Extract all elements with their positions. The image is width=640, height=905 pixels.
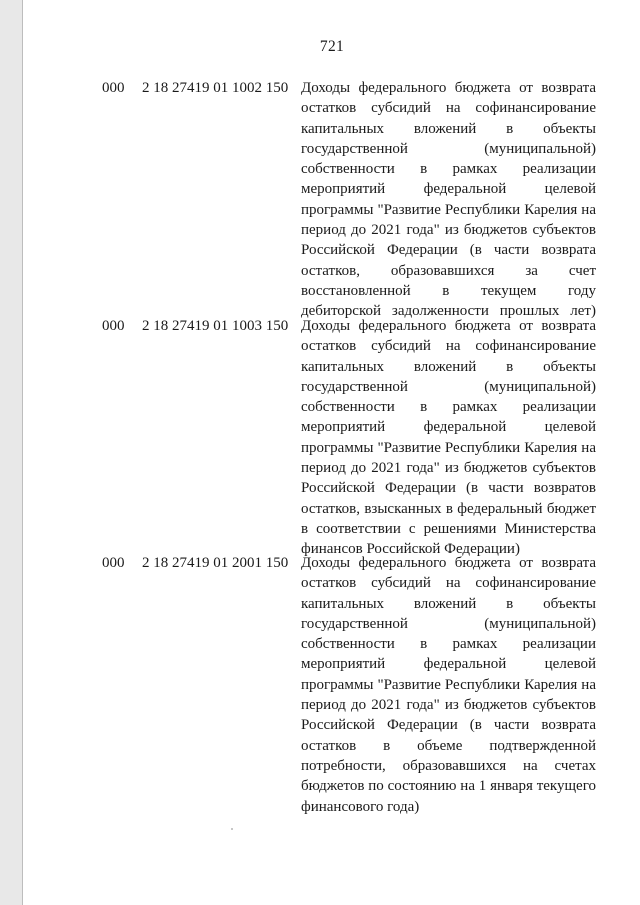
income-classification-code: 2 18 27419 01 2001 150 (142, 555, 289, 571)
description-line: остатков субсидий на софинансирование (301, 338, 596, 355)
description-line: собственности в рамках реализации (301, 161, 596, 178)
document-page (22, 0, 640, 905)
description-line: программы "Развитие Республики Карелия на (301, 201, 596, 218)
description-line: государственной (муниципальной) (301, 140, 596, 157)
description-line: капитальных вложений в объекты (301, 120, 596, 137)
description-line: Доходы федерального бюджета от возврата (301, 80, 596, 96)
description-line: в соответствии с решениями Министерства (301, 520, 596, 537)
description-line: дебиторской задолженности прошлых лет) (301, 303, 596, 320)
page-number: 721 (319, 38, 345, 55)
description-line: восстановленной в текущем году (301, 282, 596, 299)
income-classification-code: 2 18 27419 01 1003 150 (142, 318, 289, 334)
description-line: Российской Федерации (в части возврата (301, 242, 596, 259)
description-line: собственности в рамках реализации (301, 399, 596, 416)
income-classification-code: 2 18 27419 01 1002 150 (142, 80, 289, 96)
description-line: период до 2021 года" из бюджетов субъектов (301, 460, 596, 477)
description-line: финансов Российской Федерации) (301, 541, 520, 558)
description-line: остатков, образовавшихся за счет (301, 262, 596, 279)
description-line: мероприятий федеральной целевой (301, 181, 596, 198)
description-line: собственности в рамках реализации (301, 636, 596, 653)
description-line: остатков субсидий на софинансирование (301, 100, 596, 117)
admin-code: 000 (102, 80, 125, 96)
description-line: Доходы федерального бюджета от возврата (301, 555, 596, 571)
description-line: капитальных вложений в объекты (301, 358, 596, 375)
description-line: Российской Федерации (в части возвратов (301, 480, 596, 497)
description-line: остатков в объеме подтвержденной (301, 737, 596, 754)
description-line: Российской Федерации (в части возврата (301, 717, 596, 734)
description-line: остатков субсидий на софинансирование (301, 575, 596, 592)
description-line: программы "Развитие Республики Карелия на (301, 676, 596, 693)
income-description (301, 78, 596, 322)
description-line: программы "Развитие Республики Карелия на (301, 439, 596, 456)
admin-code: 000 (102, 318, 125, 334)
description-line: капитальных вложений в объекты (301, 595, 596, 612)
description-line: период до 2021 года" из бюджетов субъектов (301, 222, 596, 239)
description-line: мероприятий федеральной целевой (301, 419, 596, 436)
income-description (301, 316, 596, 560)
scan-speck (231, 828, 233, 830)
description-line: остатков, взысканных в федеральный бюджет (301, 500, 596, 517)
description-line: государственной (муниципальной) (301, 378, 596, 395)
description-line: потребности, образовавшихся на счетах (301, 757, 596, 774)
admin-code: 000 (102, 555, 125, 571)
description-line: период до 2021 года" из бюджетов субъектов (301, 697, 596, 714)
income-description (301, 553, 596, 817)
description-line: Доходы федерального бюджета от возврата (301, 318, 596, 334)
description-line: государственной (муниципальной) (301, 615, 596, 632)
description-line: бюджетов по состоянию на 1 января текущего (301, 778, 596, 795)
description-line: финансового года) (301, 798, 420, 815)
description-line: мероприятий федеральной целевой (301, 656, 596, 673)
